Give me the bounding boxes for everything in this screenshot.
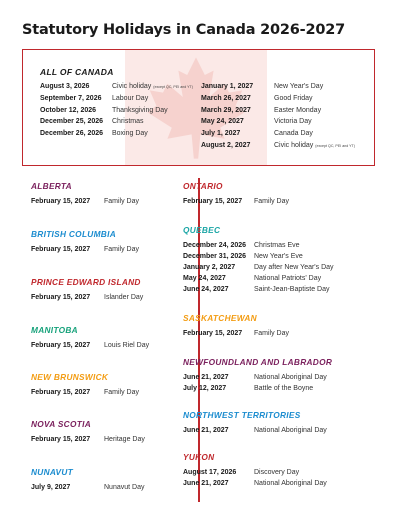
holiday-date: August 17, 2026 (183, 469, 237, 476)
section-heading: QUEBEC (183, 225, 221, 235)
holiday-date: October 12, 2026 (40, 106, 97, 114)
holiday-date: July 1, 2027 (201, 130, 241, 138)
holiday-row (183, 198, 290, 209)
holiday-name: New Year's Day (274, 83, 324, 90)
holiday-date: February 15, 2027 (183, 198, 243, 205)
section-heading: NORTHWEST TERRITORIES (183, 410, 301, 420)
holiday-name: Islander Day (104, 294, 144, 301)
section-heading: PRINCE EDWARD ISLAND (31, 277, 141, 287)
section-prince-edward-island (31, 277, 144, 305)
section-heading: SASKATCHEWAN (183, 313, 257, 323)
holiday-name: Family Day (104, 198, 140, 205)
holiday-row (183, 427, 327, 438)
section-saskatchewan (183, 313, 290, 341)
holiday-date: March 26, 2027 (201, 94, 251, 102)
holiday-name: National Aboriginal Day (254, 480, 327, 487)
holiday-date: June 21, 2027 (183, 480, 229, 487)
section-manitoba (31, 325, 150, 353)
section-quebec (183, 225, 334, 297)
holiday-name: Battle of the Boyne (254, 385, 314, 392)
holiday-name: Saint-Jean-Baptiste Day (254, 286, 330, 293)
holiday-date: February 15, 2027 (31, 294, 91, 301)
section-newfoundland-and-labrador (183, 357, 332, 396)
holiday-row (31, 484, 145, 495)
holiday-row (31, 342, 150, 353)
holiday-row (183, 286, 330, 297)
holiday-date: December 24, 2026 (183, 242, 247, 249)
section-heading: ALBERTA (31, 181, 72, 191)
section-heading: NUNAVUT (31, 467, 74, 477)
holiday-row (183, 385, 332, 396)
holiday-date: January 1, 2027 (201, 83, 254, 90)
holiday-date: June 24, 2027 (183, 286, 229, 293)
holiday-row (183, 374, 332, 385)
holiday-date: July 12, 2027 (183, 385, 227, 392)
holiday-date: February 15, 2027 (31, 389, 91, 396)
holiday-name: Family Day (104, 246, 140, 253)
holiday-date: December 26, 2026 (40, 130, 104, 138)
holiday-name: Thanksgiving Day (112, 106, 168, 114)
holiday-row (183, 253, 303, 264)
holiday-name: Family Day (254, 330, 290, 337)
section-nova-scotia (31, 419, 145, 447)
holiday-row (31, 436, 145, 447)
holiday-name: Louis Riel Day (104, 342, 150, 349)
holiday-name: New Year's Eve (254, 253, 303, 260)
holiday-name: Victoria Day (274, 118, 312, 126)
section-yukon (183, 452, 327, 491)
holiday-date: May 24, 2027 (201, 118, 244, 126)
holiday-name: Nunavut Day (104, 484, 145, 491)
holiday-name: Easter Monday (274, 106, 322, 114)
holiday-date: August 2, 2027 (201, 141, 251, 149)
holiday-date: February 15, 2027 (31, 342, 91, 349)
holiday-name: Christmas (112, 118, 144, 126)
holiday-name: National Aboriginal Day (254, 427, 327, 434)
holiday-date: June 21, 2027 (183, 374, 229, 381)
holiday-date: May 24, 2027 (183, 275, 226, 282)
holiday-row (183, 469, 300, 480)
holiday-row (183, 275, 322, 286)
section-heading: NEW BRUNSWICK (31, 372, 109, 382)
section-northwest-territories (183, 410, 327, 438)
holiday-row (183, 264, 334, 275)
holiday-name: Civic holiday (112, 83, 152, 90)
section-nunavut (31, 467, 145, 495)
holiday-name: Good Friday (274, 94, 313, 102)
holiday-name: Family Day (254, 198, 290, 205)
section-new-brunswick (31, 372, 140, 400)
all-canada-box (22, 49, 375, 166)
holiday-date: February 15, 2027 (31, 198, 91, 205)
holiday-date: February 15, 2027 (183, 330, 243, 337)
holiday-row (31, 389, 140, 400)
holiday-date: July 9, 2027 (31, 484, 71, 491)
holiday-name: Boxing Day (112, 130, 148, 138)
section-heading: NOVA SCOTIA (31, 419, 91, 429)
holiday-name: Day after New Year's Day (254, 264, 334, 271)
holiday-name: National Aboriginal Day (254, 374, 327, 381)
holiday-name: Civic holiday (274, 141, 314, 149)
holiday-date: December 25, 2026 (40, 118, 104, 126)
holiday-row (31, 294, 144, 305)
holiday-date: June 21, 2027 (183, 427, 229, 434)
section-british-columbia (31, 229, 140, 257)
holiday-row (31, 246, 140, 257)
holiday-name: Discovery Day (254, 469, 300, 476)
holiday-date: March 29, 2027 (201, 106, 251, 114)
holiday-row (183, 330, 290, 341)
holiday-name: Labour Day (112, 94, 149, 102)
holiday-date: February 15, 2027 (31, 436, 91, 443)
holiday-date: February 15, 2027 (31, 246, 91, 253)
holiday-date: September 7, 2026 (40, 94, 102, 102)
all-canada-heading: ALL OF CANADA (40, 67, 114, 77)
section-heading: ONTARIO (183, 181, 223, 191)
holiday-row (183, 480, 327, 491)
section-ontario (183, 181, 290, 209)
holiday-name: Christmas Eve (254, 242, 300, 249)
section-heading: BRITISH COLUMBIA (31, 229, 116, 239)
holiday-note: (except QC, PEI and YT) (315, 143, 355, 148)
holiday-row (31, 198, 140, 209)
section-heading: NEWFOUNDLAND AND LABRADOR (183, 357, 333, 367)
holiday-date: January 2, 2027 (183, 264, 236, 271)
holiday-name: National Patriots' Day (254, 275, 322, 282)
page-title: Statutory Holidays in Canada 2026-2027 (22, 22, 346, 38)
section-heading: MANITOBA (31, 325, 78, 335)
section-heading: YUKON (183, 452, 215, 462)
holiday-name: Family Day (104, 389, 140, 396)
holiday-note: (except QC, PEI and YT) (153, 85, 193, 89)
holiday-name: Canada Day (274, 130, 313, 138)
holiday-date: December 31, 2026 (183, 253, 247, 260)
holiday-name: Heritage Day (104, 436, 145, 443)
holiday-date: August 3, 2026 (40, 83, 90, 90)
section-alberta (31, 181, 140, 209)
holiday-row (183, 242, 300, 253)
